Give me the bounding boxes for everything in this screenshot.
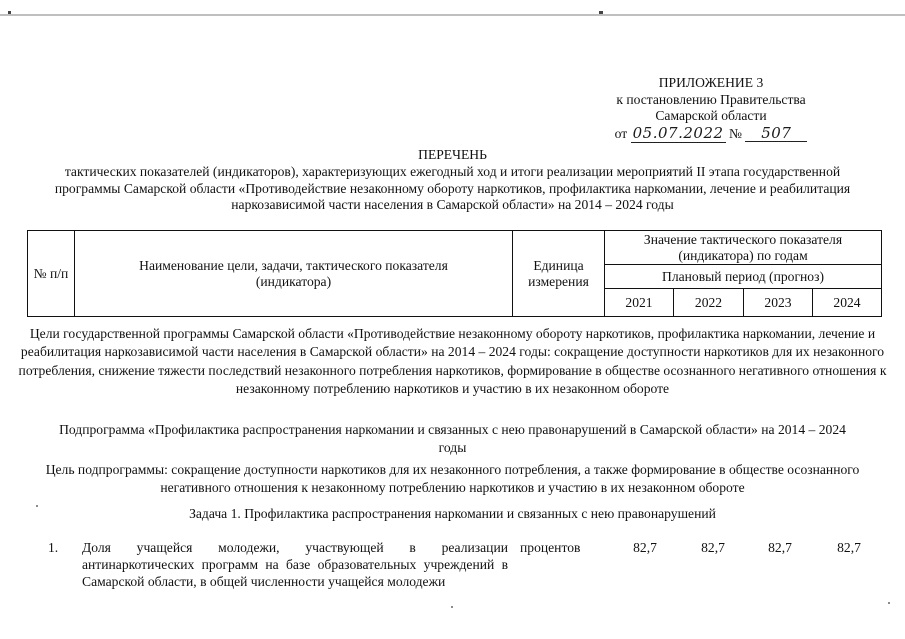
document-subtitle: тактических показателей (индикаторов), характеризующих ежегодный ход и итоги реализации мероприятий II этапа государственной программы Самарской области «Противодействие незаконному обороту наркотиков, профилактика наркомании, лечение и реабилитация наркозависимой части населения в Самарской области» на 2014 – 2024 годы [54,164,851,212]
row-unit: процентов [520,540,581,555]
row-value-2024: 82,7 [837,540,861,555]
col-header-year: 2021 [605,289,674,317]
col-header-year: 2024 [813,289,882,317]
col-header-name: Наименование цели, задачи, тактического показателя (индикатора) [75,231,513,317]
row-name: Доля учащейся молодежи, участвующей в реализации антинаркотических программ на базе образовательных учреждений в Самарской области, в общей численности учащейся молодежи [82,540,508,589]
col-header-year: 2023 [744,289,813,317]
col-header-year: 2022 [674,289,744,317]
subprogram-title: Подпрограмма «Профилактика распространения наркомании и связанных с нею правонарушений в Самарской области» на 2014 – 2024 годы [59,422,846,456]
date-prefix: от [614,125,628,141]
col-header-unit: Единица измерения [513,231,605,317]
number-handwritten: 507 [745,125,807,143]
appendix-block [591,75,831,143]
table-row [0,540,905,620]
subprogram-goal: Цель подпрограммы: сокращение доступности наркотиков для их незаконного потребления, а также формирование в обществе осознанного негативного отношения к незаконному потреблению наркотиков и участию в их незаконном обороте [45,462,860,496]
scan-speck [888,602,890,604]
row-value-2021: 82,7 [633,540,657,555]
number-prefix: № [728,125,742,141]
document-title: ПЕРЕЧЕНЬ [418,147,487,162]
col-header-period: Плановый период (прогноз) [605,265,882,289]
task-title: Задача 1. Профилактика распространения наркомании и связанных с нею правонарушений [189,506,716,521]
row-value-2023: 82,7 [768,540,792,555]
scan-top-line [0,0,905,16]
appendix-line-2: Самарской области [655,108,767,123]
date-handwritten: 05.07.2022 [632,123,724,142]
appendix-line-1: к постановлению Правительства [616,91,806,107]
scan-speck [36,505,38,507]
appendix-title: ПРИЛОЖЕНИЕ 3 [658,75,764,90]
program-goals: Цели государственной программы Самарской области «Противодействие незаконному обороту наркотиков, профилактика наркомании, лечение и реабилитация наркозависимой части населения в Самарской области» на 2014 – 2024 годы: сокращение доступности наркотиков для их незаконного потребления, снижение тяжести последствий незаконного потребления наркотиков, формирование в обществе осознанного негативного отношения к незаконному потреблению наркотиков и участию в их незаконном обороте [18,326,887,396]
appendix-date-number [591,125,831,143]
row-value-2022: 82,7 [701,540,725,555]
col-header-values: Значение тактического показателя (индикатора) по годам [605,231,882,265]
col-header-num: № п/п [28,231,75,317]
indicators-header-table [27,230,882,317]
row-num: 1. [48,540,59,555]
scan-speck [451,606,453,608]
